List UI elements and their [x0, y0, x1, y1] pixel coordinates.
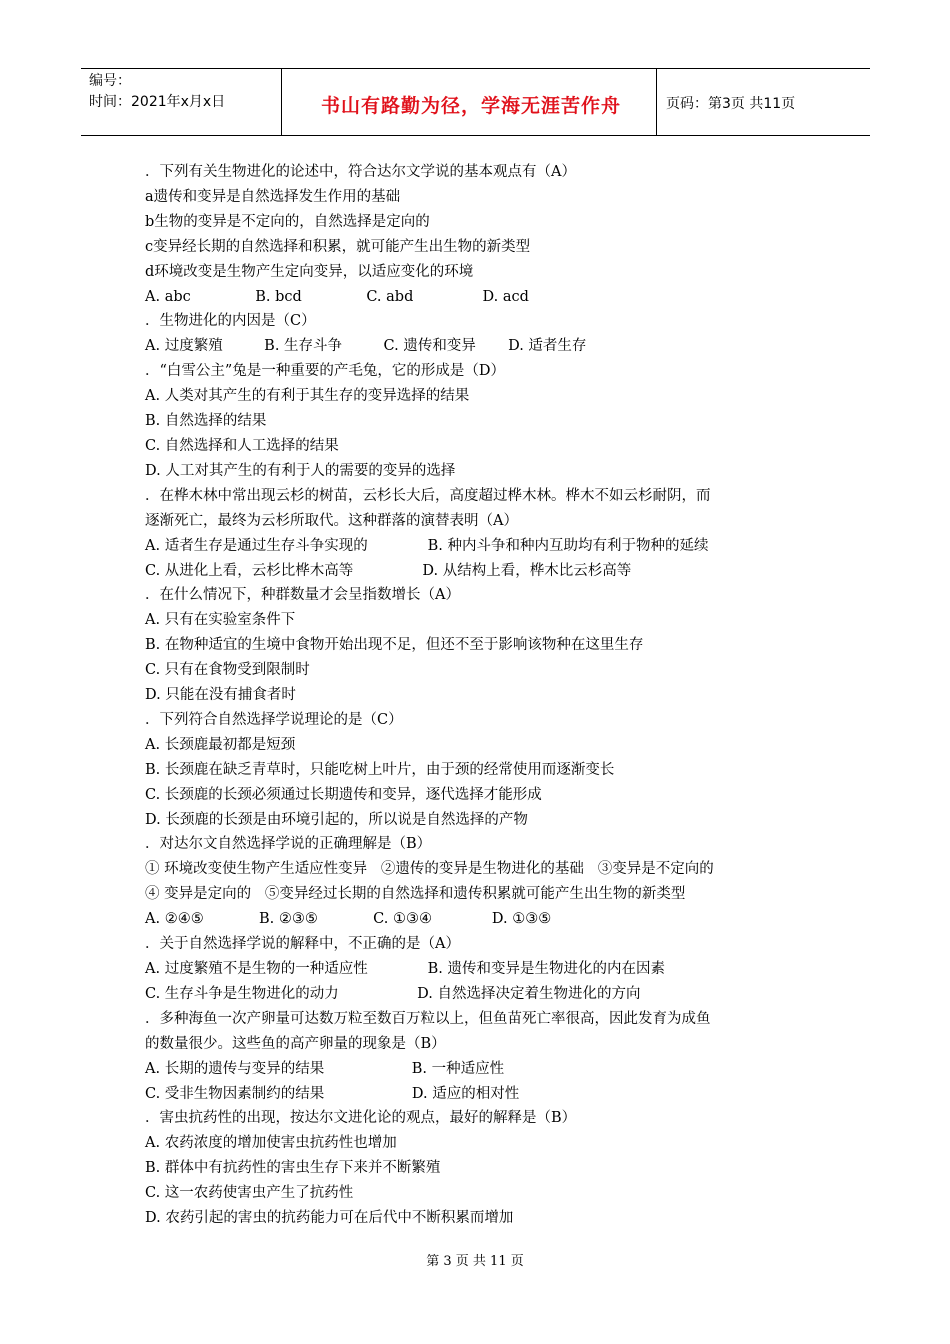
text-line: A. abc B. bcd C. abd D. acd: [145, 288, 529, 305]
text-line: ．害虫抗药性的出现，按达尔文进化论的观点，最好的解释是（B）: [145, 1110, 577, 1127]
question-body: [145, 160, 845, 1231]
text-line: C. 自然选择和人工选择的结果: [145, 437, 339, 454]
text-line: ．下列有关生物进化的论述中，符合达尔文学说的基本观点有（A）: [145, 164, 576, 180]
text-line: ① 环境改变使生物产生适应性变异 ②遗传的变异是生物进化的基础 ③变异是不定向的: [145, 861, 714, 878]
number-label: 编号：: [89, 73, 131, 89]
text-line: D. 人工对其产生的有利于人的需要的变异的选择: [145, 462, 456, 479]
text-line: ．生物进化的内因是（C）: [145, 313, 316, 330]
text-line: B. 长颈鹿在缺乏青草时，只能吃树上叶片，由于颈的经常使用而逐渐变长: [145, 761, 615, 778]
text-line: c变异经长期的自然选择和积累，就可能产生出生物的新类型: [145, 238, 531, 255]
text-line: C. 生存斗争是生物进化的动力 D. 自然选择决定着生物进化的方向: [145, 985, 641, 1002]
header-page-number: 页码：第3页 共11页: [666, 96, 796, 112]
text-line: ．“白雪公主”兔是一种重要的产毛兔，它的形成是（D）: [145, 363, 505, 380]
text-line: A. 过度繁殖 B. 生存斗争 C. 遗传和变异 D. 适者生存: [145, 338, 587, 355]
text-line: a遗传和变异是自然选择发生作用的基础: [145, 188, 401, 205]
text-line: C. 受非生物因素制约的结果 D. 适应的相对性: [145, 1085, 520, 1102]
date-line: 时间：2021年x月x日: [89, 94, 226, 110]
text-line: D. 农药引起的害虫的抗药能力可在后代中不断积累而增加: [145, 1210, 514, 1227]
text-line: ．对达尔文自然选择学说的正确理解是（B）: [145, 836, 432, 853]
text-line: A. 农药浓度的增加使害虫抗药性也增加: [145, 1135, 397, 1152]
header-meta: [89, 71, 225, 113]
text-line: A. ②④⑤ B. ②③⑤ C. ①③④ D. ①③⑤: [145, 911, 552, 928]
page-footer: 第 3 页 共 11 页: [426, 1254, 524, 1269]
text-line: D. 只能在没有捕食者时: [145, 687, 296, 704]
text-line: A. 长颈鹿最初都是短颈: [145, 736, 296, 753]
text-line: b生物的变异是不定向的，自然选择是定向的: [145, 213, 430, 230]
text-line: B. 群体中有抗药性的害虫生存下来并不断繁殖: [145, 1160, 441, 1177]
header-divider: [656, 69, 657, 135]
text-line: A. 只有在实验室条件下: [145, 612, 296, 629]
text-line: A. 适者生存是通过生存斗争实现的 B. 种内斗争和种内互助均有利于物种的延续: [145, 537, 709, 554]
text-line: ④ 变异是定向的 ⑤变异经过长期的自然选择和遗传积累就可能产生出生物的新类型: [145, 886, 686, 903]
page-header: [81, 68, 870, 136]
text-line: ．下列符合自然选择学说理论的是（C）: [145, 711, 403, 728]
text-line: 的数量很少。这些鱼的高产卵量的现象是（B）: [145, 1035, 446, 1052]
text-line: C. 从进化上看，云杉比桦木高等 D. 从结构上看，桦木比云杉高等: [145, 562, 632, 579]
text-line: B. 自然选择的结果: [145, 413, 267, 430]
text-line: A. 长期的遗传与变异的结果 B. 一种适应性: [145, 1060, 505, 1077]
text-line: ．关于自然选择学说的解释中，不正确的是（A）: [145, 936, 460, 953]
text-line: 逐渐死亡，最终为云杉所取代。这种群落的演替表明（A）: [145, 512, 518, 529]
text-line: D. 长颈鹿的长颈是由环境引起的，所以说是自然选择的产物: [145, 811, 528, 828]
text-line: C. 只有在食物受到限制时: [145, 662, 310, 679]
text-line: ．多种海鱼一次产卵量可达数万粒至数百万粒以上，但鱼苗死亡率很高，因此发育为成鱼: [145, 1010, 711, 1027]
header-motto: 书山有路勤为径，学海无涯苦作舟: [320, 95, 621, 117]
text-line: ．在桦木林中常出现云杉的树苗，云杉长大后，高度超过桦木林。桦木不如云杉耐阴，而: [145, 487, 711, 504]
text-line: C. 长颈鹿的长颈必须通过长期遗传和变异，逐代选择才能形成: [145, 786, 542, 803]
text-line: B. 在物种适宜的生境中食物开始出现不足，但还不至于影响该物种在这里生存: [145, 637, 644, 654]
text-line: C. 这一农药使害虫产生了抗药性: [145, 1185, 354, 1202]
text-line: A. 过度繁殖不是生物的一种适应性 B. 遗传和变异是生物进化的内在因素: [145, 961, 665, 977]
text-line: d环境改变是生物产生定向变异，以适应变化的环境: [145, 263, 474, 280]
text-line: A. 人类对其产生的有利于其生存的变异选择的结果: [145, 388, 470, 405]
text-line: ．在什么情况下，种群数量才会呈指数增长（A）: [145, 587, 460, 604]
